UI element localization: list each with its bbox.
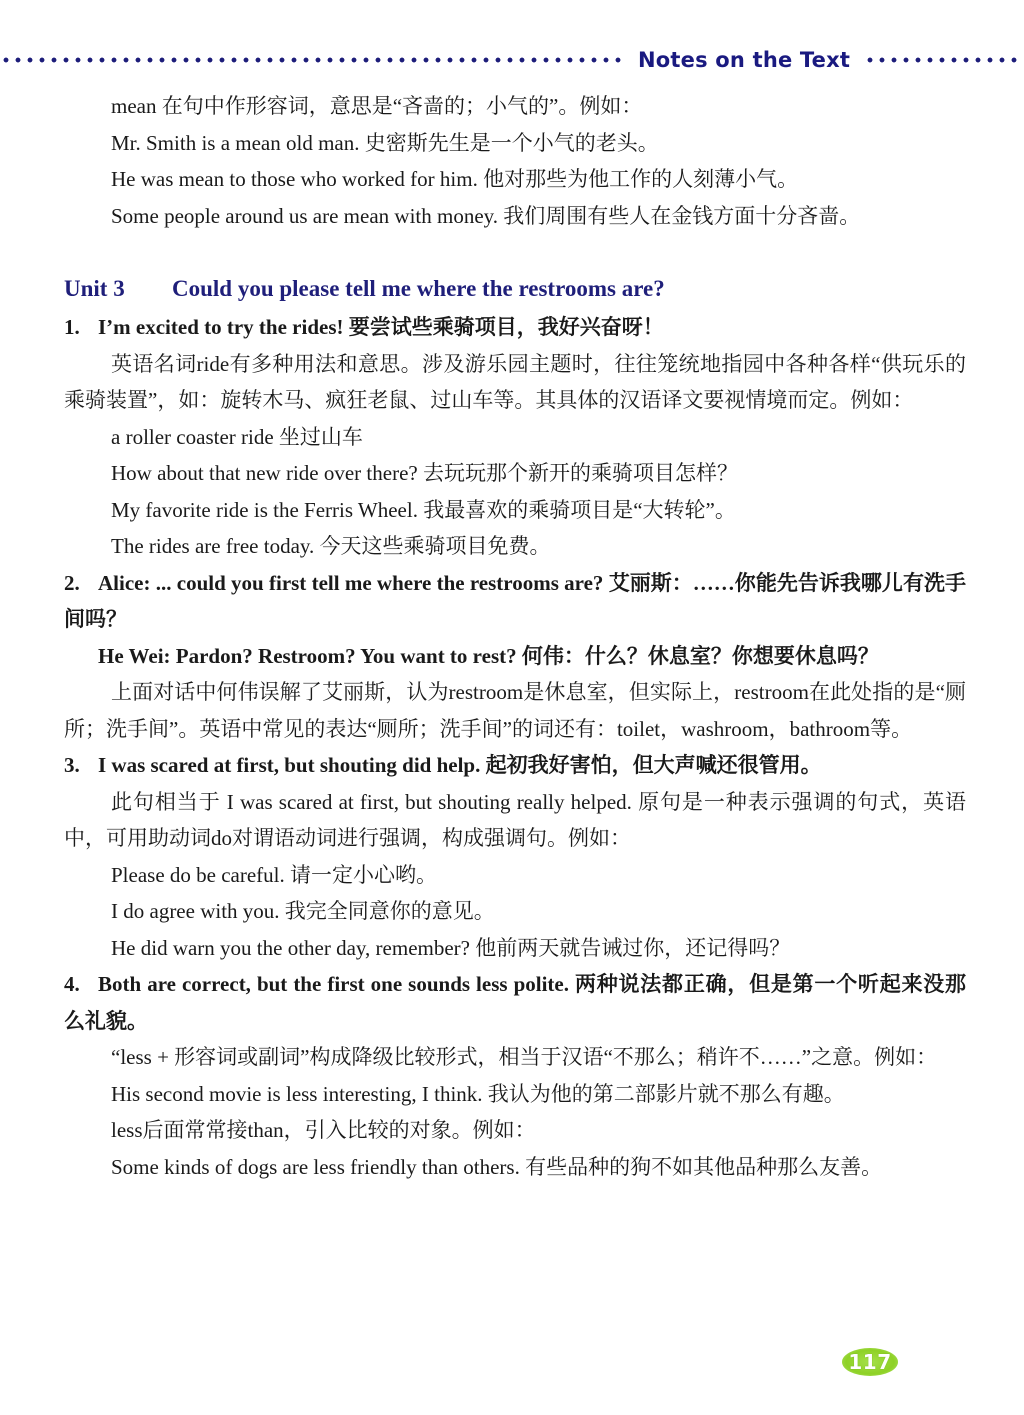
unit-heading xyxy=(64,269,966,309)
example-line: The rides are free today. 今天这些乘骑项目免费。 xyxy=(111,534,551,558)
header-title: Notes on the Text xyxy=(638,48,851,72)
note-explanation: 此句相当于 I was scared at first, but shouting really helped. 原句是一种表示强调的句式，英语中，可用助动词do对谓语动词进行强调，构成强调句。例如： xyxy=(64,789,966,850)
header-dotted-rule-right xyxy=(864,57,1020,63)
intro-line: mean 在句中作形容词，意思是“吝啬的；小气的”。例如： xyxy=(111,94,643,118)
intro-section xyxy=(64,88,966,234)
note-heading-text: I’m excited to try the rides! 要尝试些乘骑项目，我好兴奋呀！ xyxy=(98,315,664,339)
note-heading xyxy=(64,565,966,638)
example-note-line: less后面常常接than，引入比较的对象。例如： xyxy=(111,1118,536,1142)
note-item-3 xyxy=(64,747,966,966)
note-item-1 xyxy=(64,309,966,565)
example-line: Please do be careful. 请一定小心哟。 xyxy=(111,862,438,887)
note-number: 4. xyxy=(64,972,80,996)
header-dotted-rule-left xyxy=(0,57,622,63)
example-line: My favorite ride is the Ferris Wheel. 我最喜欢的乘骑项目是“大转轮”。 xyxy=(111,497,736,522)
note-item-2 xyxy=(64,565,966,748)
example-line: I do agree with you. 我完全同意你的意见。 xyxy=(111,899,495,923)
example-line: His second movie is less interesting, I think. 我认为他的第二部影片就不那么有趣。 xyxy=(111,1081,845,1106)
note-heading-text: Both are correct, but the first one sounds less polite. 两种说法都正确，但是第一个听起来没那么礼貌。 xyxy=(64,972,966,1033)
page-body xyxy=(64,88,966,1185)
example-line: a roller coaster ride 坐过山车 xyxy=(111,424,363,449)
note-heading xyxy=(64,747,966,784)
note-number: 1. xyxy=(64,315,80,339)
note-heading-text: I was scared at first, but shouting did help. 起初我好害怕，但大声喊还很管用。 xyxy=(98,753,822,777)
note-explanation: “less + 形容词或副词”构成降级比较形式，相当于汉语“不那么；稍许不……”之意。例如： xyxy=(111,1045,938,1069)
example-line: He did warn you the other day, remember? 他前两天就告诫过你，还记得吗？ xyxy=(111,935,791,960)
intro-example: Some people around us are mean with money. 我们周围有些人在金钱方面十分吝啬。 xyxy=(111,203,861,228)
running-header xyxy=(0,44,1024,76)
intro-example: Mr. Smith is a mean old man. 史密斯先生是一个小气的老头。 xyxy=(111,130,659,155)
page-number-badge: 117 xyxy=(842,1348,898,1376)
note-heading-text: Alice: ... could you first tell me where the restrooms are? 艾丽斯：……你能先告诉我哪儿有洗手间吗？ xyxy=(64,570,966,631)
unit-title: Could you please tell me where the restrooms are? xyxy=(172,276,665,301)
intro-example: He was mean to those who worked for him. 他对那些为他工作的人刻薄小气。 xyxy=(111,167,799,191)
note-heading xyxy=(64,966,966,1039)
example-line: Some kinds of dogs are less friendly than others. 有些品种的狗不如其他品种那么友善。 xyxy=(111,1154,883,1179)
note-item-4 xyxy=(64,966,966,1185)
unit-label: Unit 3 xyxy=(64,276,125,301)
note-number: 2. xyxy=(64,570,80,595)
example-line: How about that new ride over there? 去玩玩那个新开的乘骑项目怎样？ xyxy=(111,461,738,485)
note-heading-continued: He Wei: Pardon? Restroom? You want to rest? 何伟：什么？休息室？你想要休息吗？ xyxy=(98,643,879,668)
note-heading xyxy=(64,309,966,346)
note-explanation: 上面对话中何伟误解了艾丽斯，认为restroom是休息室，但实际上，restroom在此处指的是“厕所；洗手间”。英语中常见的表达“厕所；洗手间”的词还有：toilet，washroom，bathroom等。 xyxy=(64,680,966,741)
note-explanation: 英语名词ride有多种用法和意思。涉及游乐园主题时，往往笼统地指园中各种各样“供玩乐的乘骑装置”，如：旋转木马、疯狂老鼠、过山车等。其具体的汉语译文要视情境而定。例如： xyxy=(64,351,966,412)
note-number: 3. xyxy=(64,753,80,777)
